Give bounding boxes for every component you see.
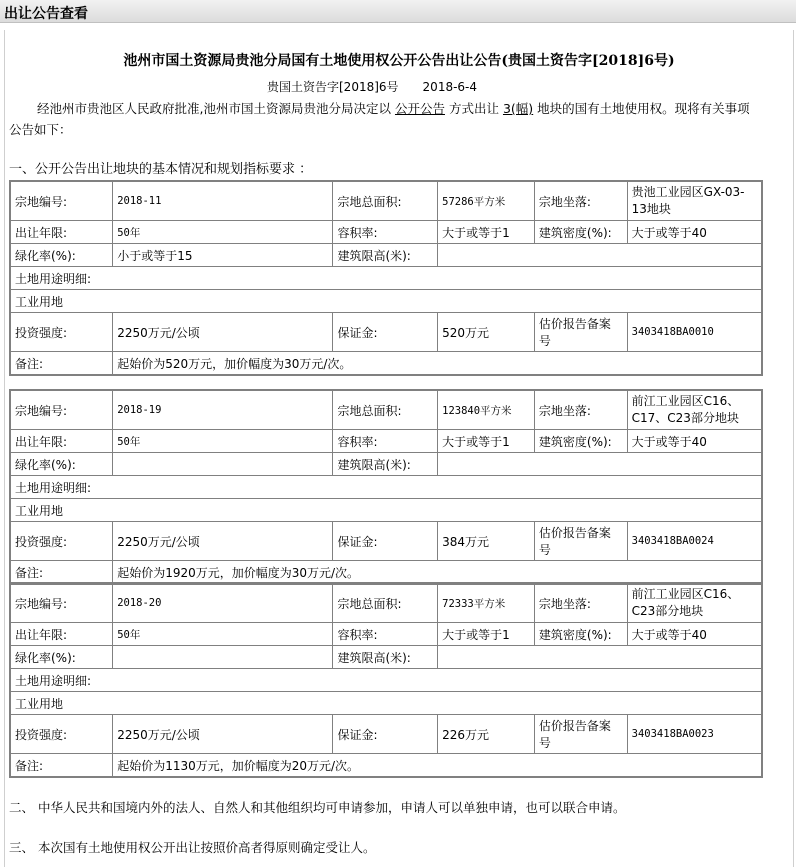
label-location: 宗地坐落: — [534, 181, 627, 221]
parcel-density: 大于或等于40 — [627, 430, 762, 453]
parcel-remark: 起始价为520万元，加价幅度为30万元/次。 — [113, 352, 762, 376]
label-height: 建筑限高(米): — [333, 646, 438, 669]
label-far: 容积率: — [333, 221, 438, 244]
parcel-far: 大于或等于1 — [438, 430, 535, 453]
intro-pre: 经池州市贵池区人民政府批准,池州市国土资源局贵池分局决定以 — [37, 101, 391, 116]
parcel-no: 2018-19 — [113, 390, 333, 430]
label-density: 建筑密度(%): — [534, 430, 627, 453]
parcel-location: 贵池工业园区GX-03-13地块 — [627, 181, 762, 221]
label-remark: 备注: — [10, 754, 113, 778]
parcel-count-link[interactable]: 3(幅) — [502, 101, 534, 116]
parcel-invest: 2250万元/公顷 — [113, 522, 333, 561]
parcel-invest: 2250万元/公顷 — [113, 715, 333, 754]
label-parcel-no: 宗地编号: — [10, 181, 113, 221]
label-green: 绿化率(%): — [10, 453, 113, 476]
label-density: 建筑密度(%): — [534, 221, 627, 244]
label-appraisal: 估价报告备案号 — [534, 715, 627, 754]
parcel-area: 123840平方米 — [438, 390, 535, 430]
label-far: 容积率: — [333, 623, 438, 646]
label-location: 宗地坐落: — [534, 583, 627, 623]
parcel-term: 50年 — [113, 623, 333, 646]
parcel-term: 50年 — [113, 430, 333, 453]
parcel-green — [113, 453, 333, 476]
parcel-far: 大于或等于1 — [438, 623, 535, 646]
parcel-invest: 2250万元/公顷 — [113, 313, 333, 352]
parcel-height — [438, 244, 762, 267]
label-use-detail: 土地用途明细: — [10, 669, 762, 692]
label-term: 出让年限: — [10, 623, 113, 646]
parcel-use: 工业用地 — [10, 499, 762, 522]
parcel-remark: 起始价为1130万元，加价幅度为20万元/次。 — [113, 754, 762, 778]
tab-header — [0, 0, 796, 23]
label-remark: 备注: — [10, 352, 113, 376]
label-height: 建筑限高(米): — [333, 453, 438, 476]
label-term: 出让年限: — [10, 221, 113, 244]
parcel-location: 前江工业园区C16、C23部分地块 — [627, 583, 762, 623]
notice-title: 池州市国土资源局贵池分局国有土地使用权公开公告出让公告(贵国土资告字[2018]6号) — [123, 53, 675, 69]
parcel-term: 50年 — [113, 221, 333, 244]
doc-date: 2018-6-4 — [422, 80, 478, 94]
parcel-table — [9, 389, 763, 585]
label-total-area: 宗地总面积: — [333, 583, 438, 623]
label-location: 宗地坐落: — [534, 390, 627, 430]
label-invest: 投资强度: — [10, 313, 113, 352]
parcel-height — [438, 646, 762, 669]
parcel-deposit: 384万元 — [438, 522, 535, 561]
parcel-table — [9, 180, 763, 376]
label-use-detail: 土地用途明细: — [10, 476, 762, 499]
section-2-text: 二、 中华人民共和国境内外的法人、自然人和其他组织均可申请参加，申请人可以单独申请，也可以联合申请。 — [9, 800, 626, 815]
section-1-heading: 一、公开公告出让地块的基本情况和规划指标要求 ： — [9, 162, 313, 177]
intro-mid: 方式出让 — [448, 101, 499, 116]
parcel-height — [438, 453, 762, 476]
parcel-appraisal: 3403418BA0023 — [627, 715, 762, 754]
intro-paragraph — [9, 98, 757, 140]
doc-info — [267, 78, 501, 95]
tab-title: 出让公告查看 — [4, 6, 88, 22]
intro-post: 地块的国有土地使用权。现将有关事项公告如下： — [9, 101, 750, 137]
doc-number: 贵国土资告字[2018]6号 — [267, 80, 399, 94]
notice-content — [4, 30, 794, 867]
parcel-area: 57286平方米 — [438, 181, 535, 221]
label-appraisal: 估价报告备案号 — [534, 522, 627, 561]
label-total-area: 宗地总面积: — [333, 181, 438, 221]
parcel-no: 2018-11 — [113, 181, 333, 221]
label-invest: 投资强度: — [10, 715, 113, 754]
parcel-appraisal: 3403418BA0024 — [627, 522, 762, 561]
label-deposit: 保证金: — [333, 522, 438, 561]
parcel-deposit: 226万元 — [438, 715, 535, 754]
parcel-density: 大于或等于40 — [627, 623, 762, 646]
label-appraisal: 估价报告备案号 — [534, 313, 627, 352]
parcel-no: 2018-20 — [113, 583, 333, 623]
parcel-use: 工业用地 — [10, 290, 762, 313]
parcel-remark: 起始价为1920万元，加价幅度为30万元/次。 — [113, 561, 762, 585]
section-3-text: 三、 本次国有土地使用权公开出让按照价高者得原则确定受让人。 — [9, 840, 376, 855]
label-remark: 备注: — [10, 561, 113, 585]
label-total-area: 宗地总面积: — [333, 390, 438, 430]
label-height: 建筑限高(米): — [333, 244, 438, 267]
label-green: 绿化率(%): — [10, 244, 113, 267]
parcel-far: 大于或等于1 — [438, 221, 535, 244]
label-invest: 投资强度: — [10, 522, 113, 561]
label-term: 出让年限: — [10, 430, 113, 453]
parcel-deposit: 520万元 — [438, 313, 535, 352]
parcel-density: 大于或等于40 — [627, 221, 762, 244]
parcel-table — [9, 582, 763, 778]
parcel-use: 工业用地 — [10, 692, 762, 715]
label-green: 绿化率(%): — [10, 646, 113, 669]
method-link[interactable]: 公开公告 — [394, 101, 445, 116]
label-parcel-no: 宗地编号: — [10, 390, 113, 430]
parcel-location: 前江工业园区C16、C17、C23部分地块 — [627, 390, 762, 430]
label-deposit: 保证金: — [333, 313, 438, 352]
parcel-appraisal: 3403418BA0010 — [627, 313, 762, 352]
label-far: 容积率: — [333, 430, 438, 453]
parcel-area: 72333平方米 — [438, 583, 535, 623]
label-use-detail: 土地用途明细: — [10, 267, 762, 290]
parcel-green — [113, 646, 333, 669]
label-deposit: 保证金: — [333, 715, 438, 754]
parcel-green: 小于或等于15 — [113, 244, 333, 267]
label-parcel-no: 宗地编号: — [10, 583, 113, 623]
label-density: 建筑密度(%): — [534, 623, 627, 646]
